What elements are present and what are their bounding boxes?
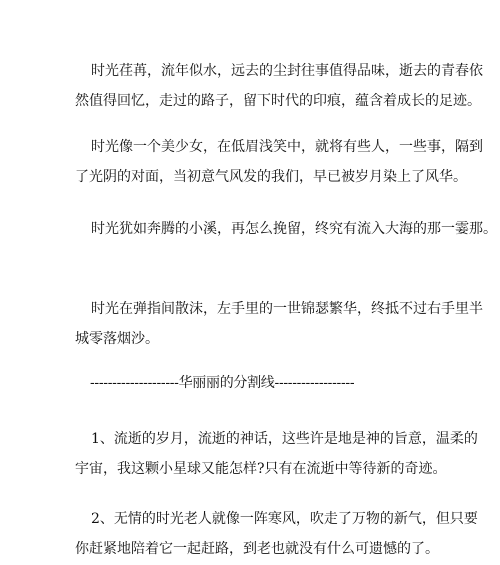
paragraph-2 bbox=[75, 132, 483, 192]
numbered-item-2-line-1: 2、无情的时光老人就像一阵寒风，吹走了万物的新气，但只要 bbox=[91, 511, 478, 527]
paragraph-2-line-1: 时光像一个美少女，在低眉浅笑中，就将有些人，一些事，隔到 bbox=[91, 139, 483, 155]
paragraph-4-line-1: 时光在弹指间散沫，左手里的一世锦瑟繁华，终抵不过右手里半 bbox=[91, 301, 483, 317]
paragraph-4-line-2: 城零落烟沙。 bbox=[75, 331, 159, 347]
paragraph-4 bbox=[75, 294, 483, 354]
paragraph-3 bbox=[75, 214, 497, 244]
numbered-item-1-line-1: 1、流逝的岁月，流逝的神话，这些许是地是神的旨意，温柔的 bbox=[91, 431, 478, 447]
paragraph-3-line-1: 时光犹如奔腾的小溪，再怎么挽留，终究有流入大海的那一霎那。 bbox=[91, 221, 497, 237]
paragraph-1 bbox=[75, 56, 483, 116]
paragraph-1-line-1: 时光荏苒，流年似水，远去的尘封往事值得品味，逝去的青春依 bbox=[91, 63, 483, 79]
paragraph-1-line-2: 然值得回忆，走过的路子，留下时代的印痕，蕴含着成长的足迹。 bbox=[75, 93, 481, 109]
numbered-item-2 bbox=[75, 504, 478, 564]
section-divider: --------------------华丽丽的分割线------------------ bbox=[90, 375, 355, 391]
numbered-item-2-line-2: 你赶紧地陪着它一起赶路，到老也就没有什么可遗憾的了。 bbox=[75, 541, 439, 557]
paragraph-2-line-2: 了光阴的对面，当初意气风发的我们，早已被岁月染上了风华。 bbox=[75, 169, 467, 185]
numbered-item-1 bbox=[75, 424, 478, 484]
numbered-item-1-line-2: 宇宙，我这颗小星球又能怎样?只有在流逝中等待新的奇迹。 bbox=[75, 461, 447, 477]
